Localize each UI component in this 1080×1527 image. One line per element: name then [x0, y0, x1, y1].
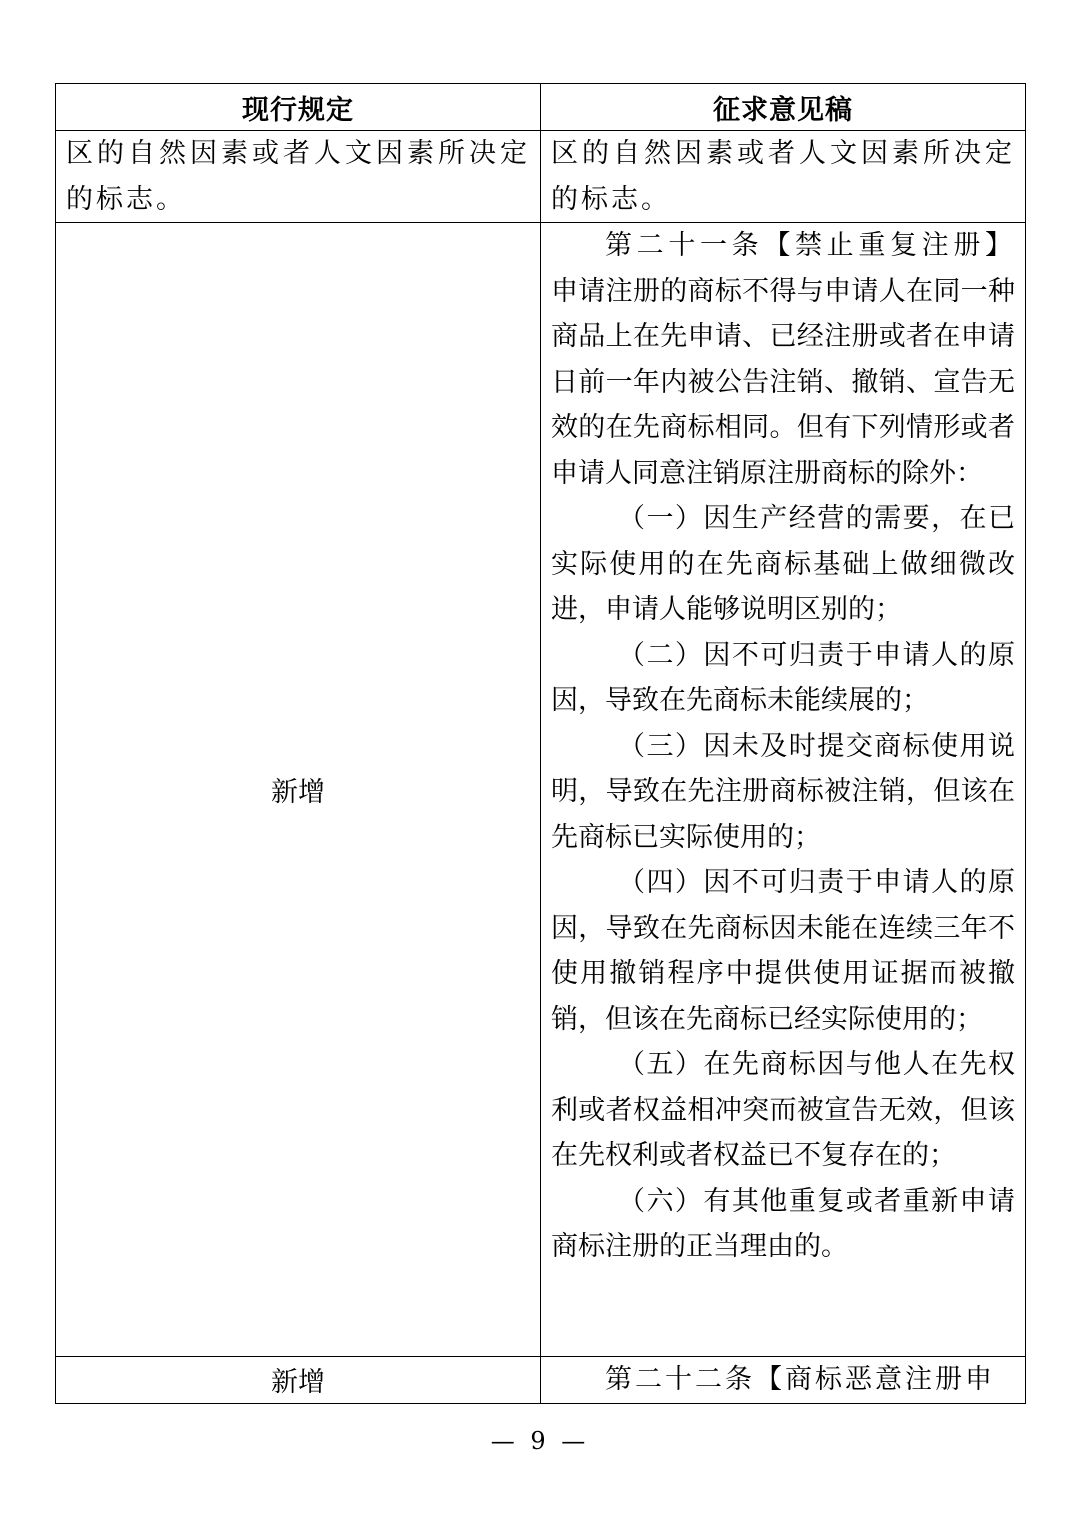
cell-draft-article-22 — [541, 1357, 1026, 1404]
article-21-item-4: （四）因不可归责于申请人的原因，导致在先商标因未能在连续三年不使用撤销程序中提供使用证据而被撤销，但该在先商标已经实际使用的； — [551, 867, 1015, 1035]
article-21-item-1: （一）因生产经营的需要，在已实际使用的在先商标基础上做细微改进，申请人能够说明区别的； — [551, 503, 1015, 625]
cell-current-new: 新增 — [56, 1357, 541, 1404]
article-21-item-3: （三）因未及时提交商标使用说明，导致在先注册商标被注销，但该在先商标已实际使用的； — [551, 730, 1015, 853]
cell-draft-article-21 — [541, 223, 1026, 1357]
table-header-row — [56, 84, 1026, 131]
article-21-item-2: （二）因不可归责于申请人的原因，导致在先商标未能续展的； — [551, 639, 1015, 716]
cell-current-new: 新增 — [56, 223, 541, 1357]
article-21-title: 第二十一条【禁止重复注册】 — [605, 230, 1015, 261]
header-current-provisions: 现行规定 — [56, 84, 541, 131]
cell-draft — [541, 131, 1026, 223]
page-number: — 9 — — [490, 1427, 590, 1455]
article-21-item-5: （五）在先商标因与他人在先权利或者权益相冲突而被宣告无效，但该在先权利或者权益已不复存在的； — [551, 1049, 1015, 1171]
comparison-table — [55, 83, 1026, 1404]
table-row — [56, 131, 1026, 223]
article-21-body — [551, 223, 1015, 496]
article-21-item-6: （六）有其他重复或者重新申请商标注册的正当理由的。 — [551, 1185, 1015, 1262]
header-draft-for-comment: 征求意见稿 — [541, 84, 1026, 131]
article-21-text: 申请注册的商标不得与申请人在同一种商品上在先申请、已经注册或者在申请日前一年内被公告注销、撤销、宣告无效的在先商标相同。但有下列情形或者申请人同意注销原注册商标的除外： — [551, 275, 1015, 489]
cell-current — [56, 131, 541, 223]
table-row — [56, 223, 1026, 1357]
row1-draft-text: 区的自然因素或者人文因素所决定的标志。 — [551, 138, 1015, 215]
row1-current-text: 区的自然因素或者人文因素所决定的标志。 — [66, 138, 530, 215]
table-row — [56, 1357, 1026, 1404]
article-22-title: 第二十二条【商标恶意注册申 — [605, 1364, 995, 1395]
